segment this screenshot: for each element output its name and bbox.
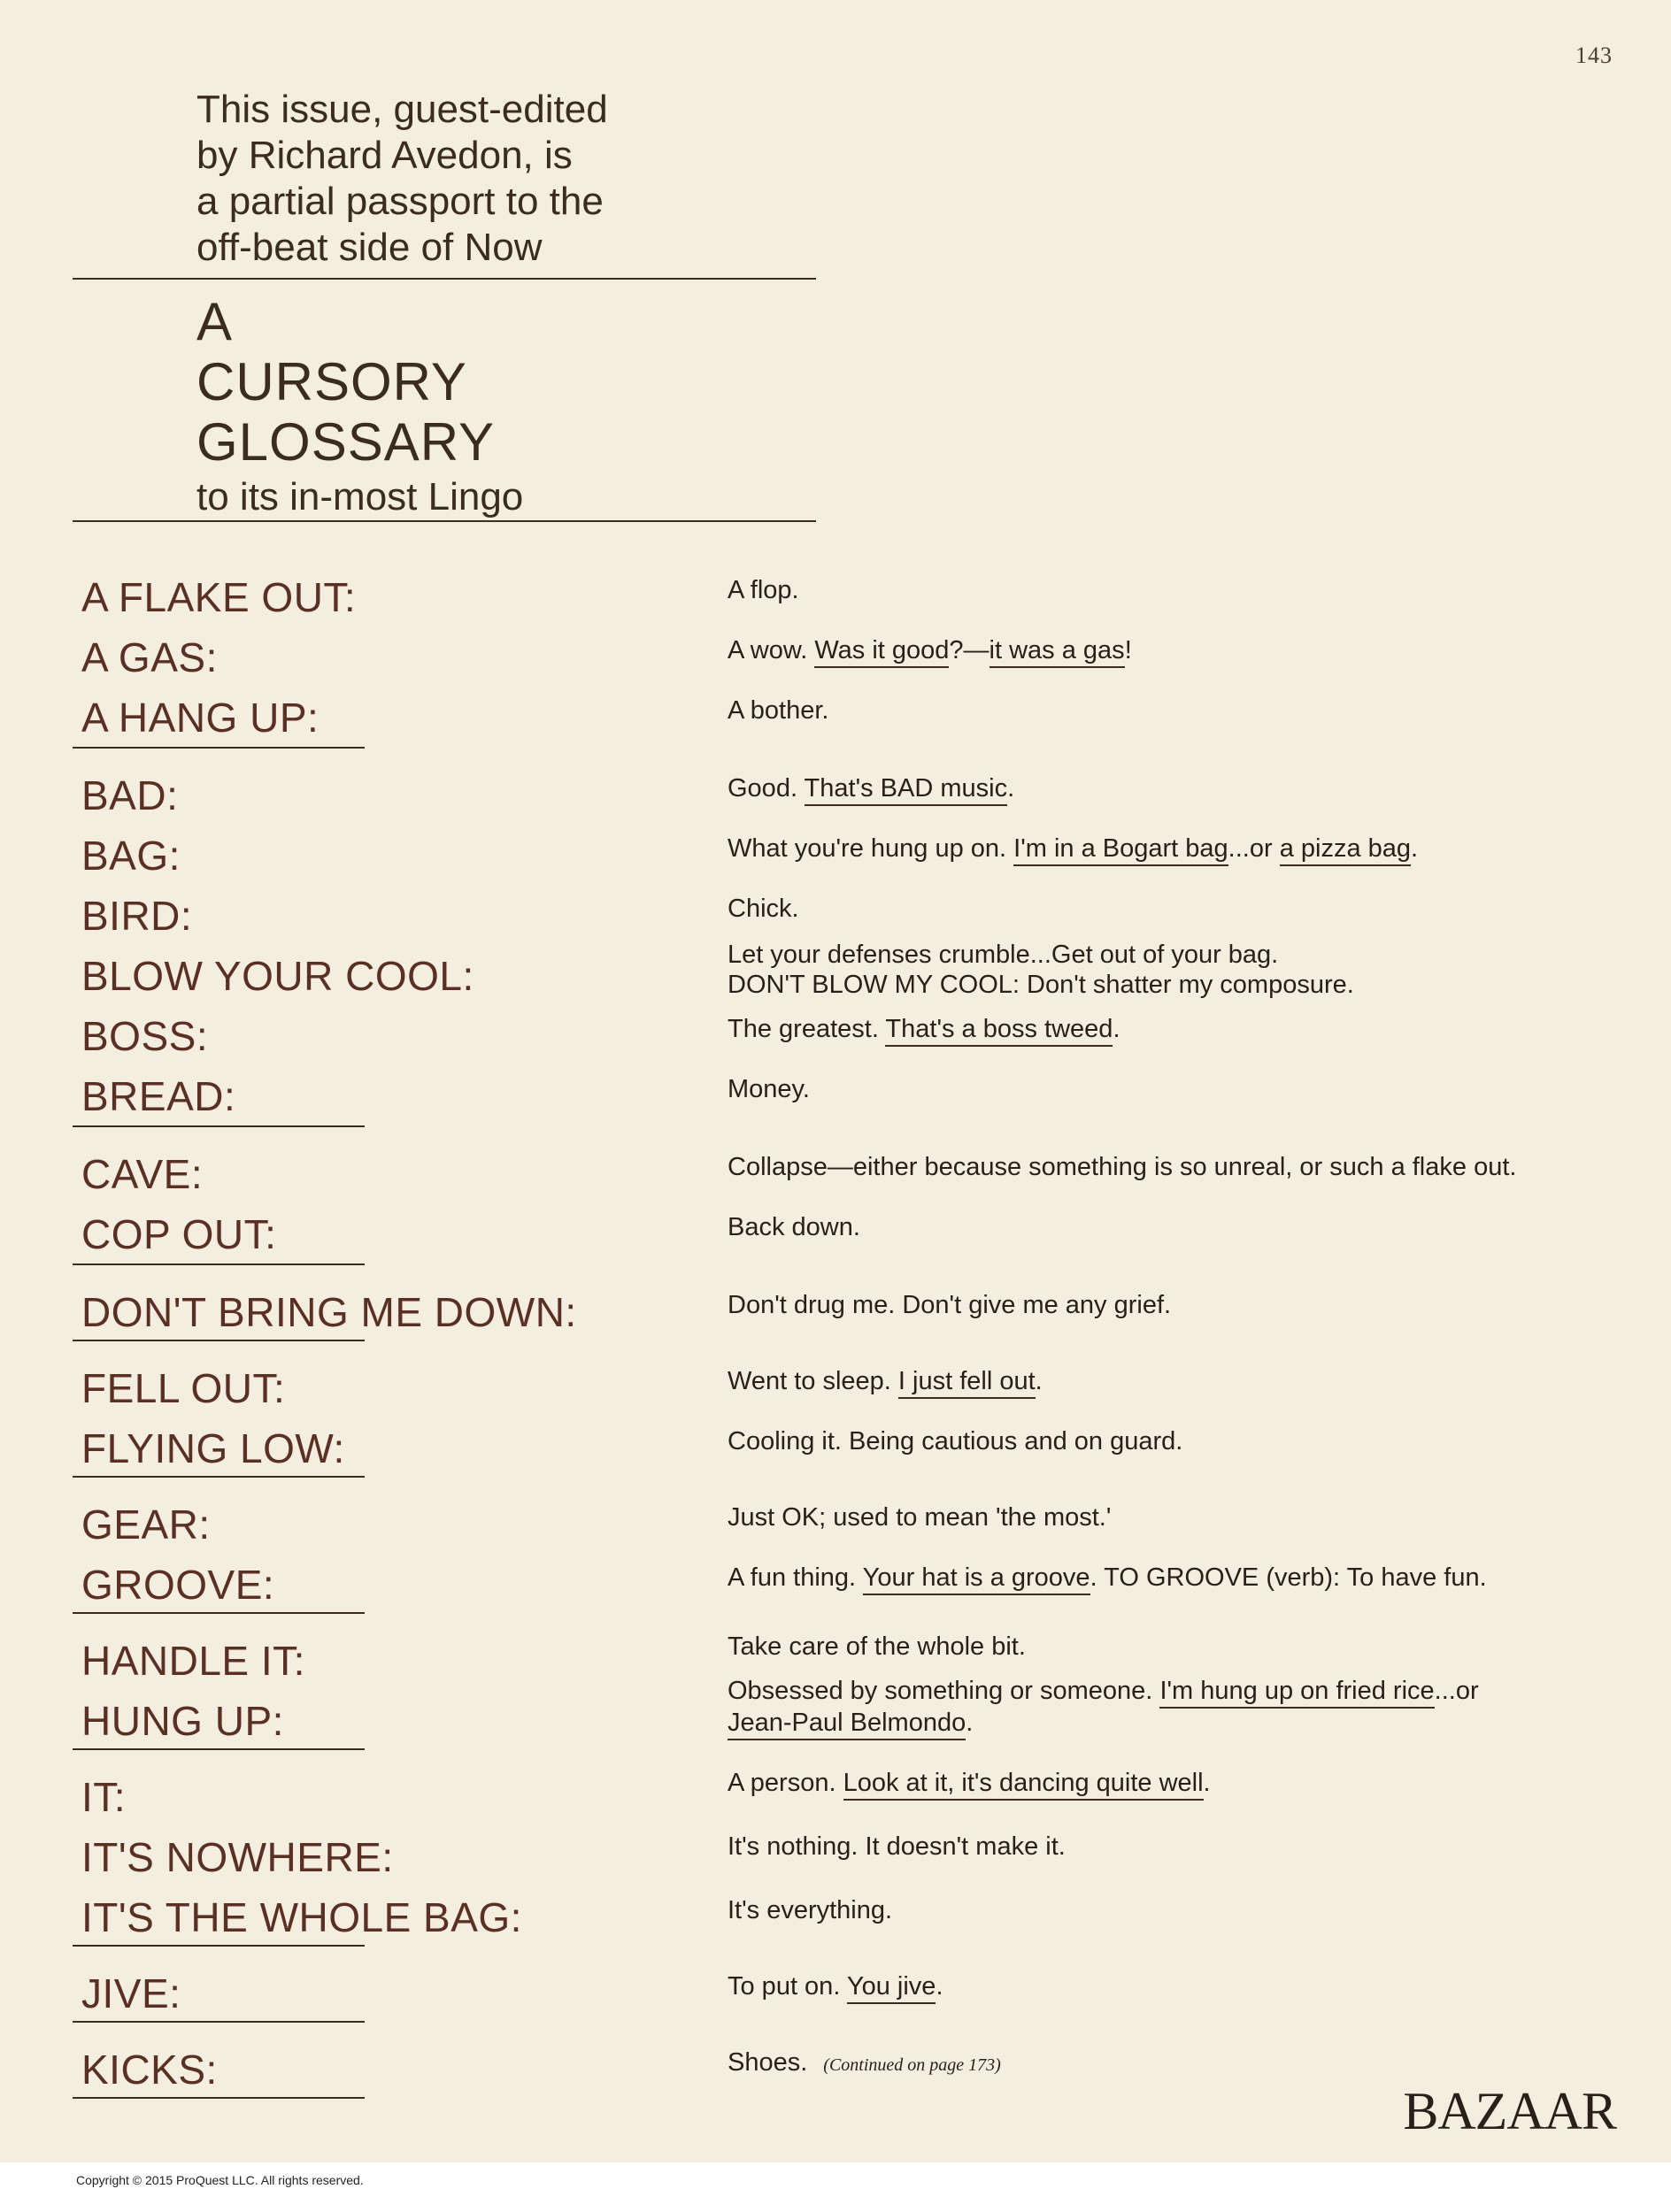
divider-rule (73, 1125, 365, 1127)
glossary-definition: A wow. Was it good?—it was a gas! (728, 635, 1132, 665)
glossary-term: FELL OUT: (81, 1365, 286, 1411)
glossary-definition: Take care of the whole bit. (728, 1632, 1026, 1661)
bazaar-logo: BAZAAR (1403, 2082, 1616, 2140)
glossary-definition: Don't drug me. Don't give me any grief. (728, 1291, 1172, 1319)
glossary-definition: Chick. (728, 895, 799, 923)
divider-rule (73, 1748, 365, 1750)
glossary-definition: Collapse—either because something is so unreal, or such a flake out. (728, 1153, 1517, 1181)
glossary-definition: A flop. (728, 576, 799, 604)
glossary-definition: Went to sleep. I just fell out. (728, 1366, 1043, 1396)
divider-rule (73, 278, 816, 280)
divider-rule (73, 1612, 365, 1614)
glossary-term: KICKS: (81, 2047, 218, 2093)
glossary-definition: To put on. You jive. (728, 1971, 943, 2001)
glossary-definition: Let your defenses crumble...Get out of your bag. (728, 941, 1279, 969)
intro-text (196, 87, 692, 271)
glossary-term: BOSS: (81, 1013, 209, 1059)
glossary-term: A HANG UP: (81, 695, 320, 741)
divider-rule (73, 2021, 365, 2023)
headline-line: CURSORY (196, 352, 467, 411)
glossary-term: A GAS: (81, 634, 218, 680)
glossary-definition: Shoes. (Continued on page 173) (728, 2048, 1001, 2077)
glossary-definition: Money. (728, 1075, 810, 1103)
glossary-definition: Good. That's BAD music. (728, 773, 1014, 803)
glossary-definition: The greatest. That's a boss tweed. (728, 1014, 1120, 1044)
headline-subtitle: to its in-most Lingo (196, 475, 524, 518)
glossary-term: A FLAKE OUT: (81, 574, 357, 620)
intro-line: by Richard Avedon, is (196, 134, 573, 177)
glossary-term: BREAD: (81, 1073, 236, 1119)
headline-line: GLOSSARY (196, 412, 496, 472)
glossary-definition: A person. Look at it, it's dancing quite well. (728, 1768, 1211, 1798)
copyright-notice: Copyright © 2015 ProQuest LLC. All rights reserved. (76, 2173, 364, 2187)
glossary-term: COP OUT: (81, 1211, 277, 1257)
divider-rule (73, 1945, 365, 1947)
glossary-definition: It's everything. (728, 1896, 893, 1924)
continued-note: (Continued on page 173) (823, 2055, 1001, 2075)
glossary-term: HUNG UP: (81, 1698, 284, 1744)
glossary-term: IT'S NOWHERE: (81, 1834, 394, 1880)
glossary-term: JIVE: (81, 1970, 181, 2016)
intro-line: This issue, guest-edited (196, 88, 608, 131)
glossary-term: CAVE: (81, 1151, 204, 1197)
divider-rule (73, 1263, 365, 1265)
divider-rule (73, 1476, 365, 1478)
glossary-term: BLOW YOUR COOL: (81, 953, 474, 999)
glossary-definition: Cooling it. Being cautious and on guard. (728, 1427, 1183, 1455)
intro-line: off-beat side of Now (196, 226, 543, 269)
glossary-term: DON'T BRING ME DOWN: (81, 1289, 577, 1335)
glossary-definition: Obsessed by something or someone. I'm hung up on fried rice...or (728, 1676, 1479, 1706)
glossary-term: IT: (81, 1774, 127, 1820)
page-number: 143 (1575, 42, 1613, 68)
divider-rule (73, 2097, 365, 2099)
glossary-definition: Back down. (728, 1213, 860, 1241)
glossary-term: GEAR: (81, 1502, 211, 1548)
glossary-term: BIRD: (81, 893, 193, 939)
divider-rule (73, 1340, 365, 1341)
glossary-definition: A fun thing. Your hat is a groove. TO GROOVE (verb): To have fun. (728, 1563, 1487, 1593)
glossary-definition: It's nothing. It doesn't make it. (728, 1832, 1066, 1861)
glossary-term: BAG: (81, 833, 181, 879)
headline-line: A (196, 292, 234, 351)
glossary-term: GROOVE: (81, 1562, 275, 1608)
glossary-term: BAD: (81, 772, 179, 818)
headline (196, 292, 523, 522)
divider-rule (73, 520, 816, 522)
glossary-definition: Just OK; used to mean 'the most.' (728, 1503, 1112, 1532)
glossary-definition: A bother. (728, 696, 829, 725)
glossary-term: FLYING LOW: (81, 1425, 345, 1471)
glossary-definition: Jean-Paul Belmondo. (728, 1708, 973, 1738)
glossary-term: HANDLE IT: (81, 1638, 305, 1684)
glossary-definition: DON'T BLOW MY COOL: Don't shatter my composure. (728, 971, 1354, 999)
intro-line: a partial passport to the (196, 180, 604, 223)
glossary-definition: What you're hung up on. I'm in a Bogart bag...or a pizza bag. (728, 833, 1418, 864)
divider-rule (73, 747, 365, 749)
glossary-term: IT'S THE WHOLE BAG: (81, 1894, 522, 1940)
